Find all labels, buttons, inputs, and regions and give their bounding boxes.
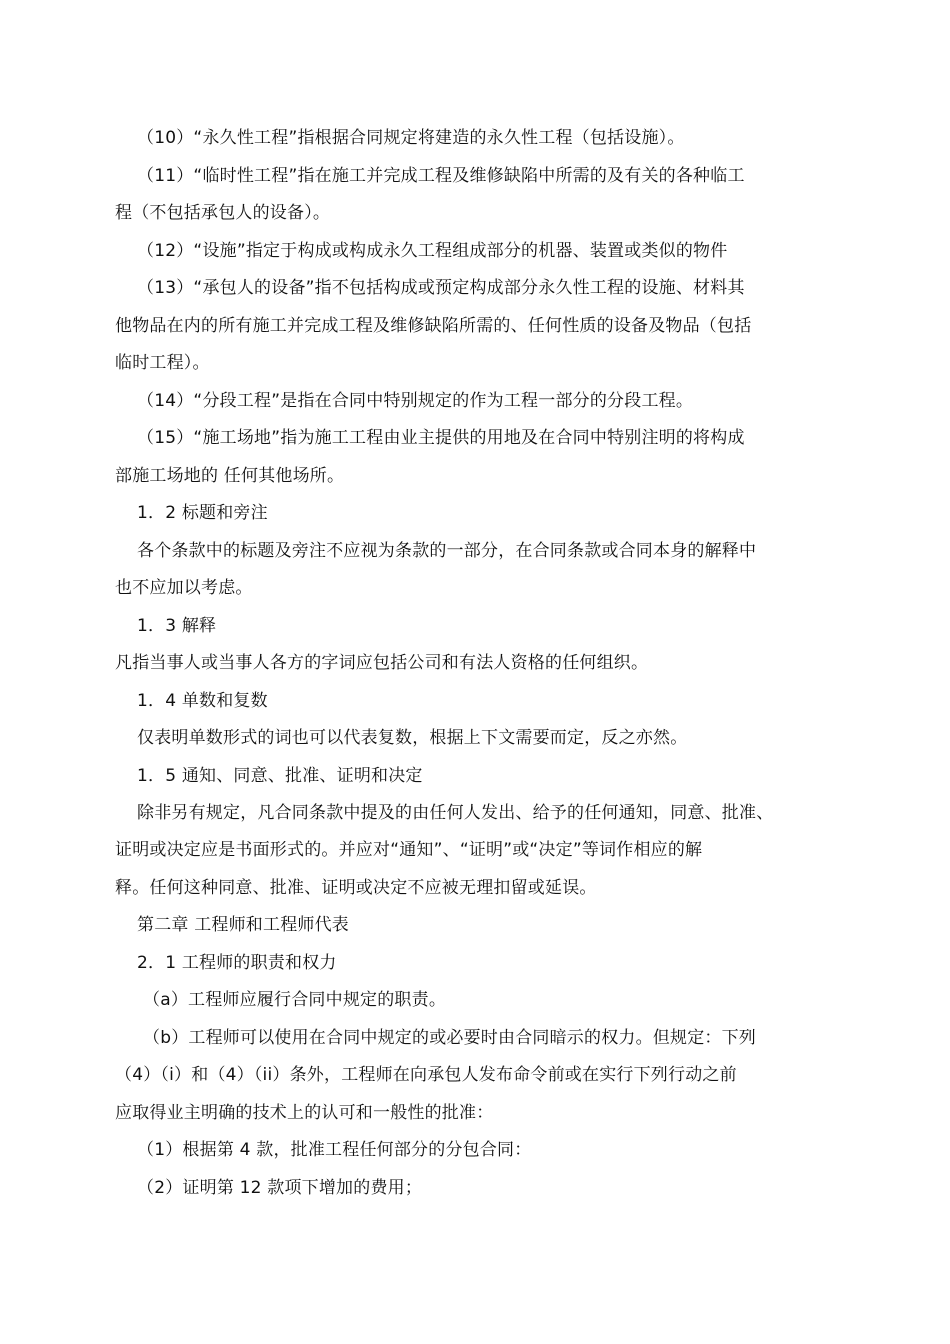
list-item-2: （2）证明第 12 款项下增加的费用； <box>137 1178 423 1198</box>
section-heading-1-5: 1．5 通知、同意、批准、证明和决定 <box>137 766 423 786</box>
section-heading-2-1: 2．1 工程师的职责和权力 <box>137 953 337 973</box>
clause-15-line: （15）“施工场地”指为施工工程由业主提供的用地及在合同中特别注明的将构成 <box>137 428 745 448</box>
section-1-2-body: 各个条款中的标题及旁注不应视为条款的一部分，在合同条款或合同本身的解释中 <box>137 541 757 561</box>
list-item-1: （1）根据第 4 款，批准工程任何部分的分包合同： <box>137 1140 532 1160</box>
clause-13-continuation-1: 他物品在内的所有施工并完成工程及维修缺陷所需的、任何性质的设备及物品（包括 <box>115 316 752 336</box>
clause-10-line: （10）“永久性工程”指根据合同规定将建造的永久性工程（包括设施）。 <box>137 128 685 148</box>
clause-11-continuation: 程（不包括承包人的设备）。 <box>115 203 331 223</box>
chapter-2-heading: 第二章 工程师和工程师代表 <box>137 915 350 935</box>
section-heading-1-4: 1．4 单数和复数 <box>137 691 268 711</box>
clause-11-line: （11）“临时性工程”指在施工并完成工程及维修缺陷中所需的及有关的各种临工 <box>137 166 745 186</box>
clause-13-line: （13）“承包人的设备”指不包括构成或预定构成部分永久性工程的设施、材料其 <box>137 278 745 298</box>
section-1-4-body: 仅表明单数形式的词也可以代表复数，根据上下文需要而定，反之亦然。 <box>137 728 688 748</box>
item-b-continuation-1: （4）（i）和（4）（ii）条外，工程师在向承包人发布命令前或在实行下列行动之前 <box>115 1065 737 1085</box>
section-heading-1-3: 1．3 解释 <box>137 616 217 636</box>
clause-14-line: （14）“分段工程”是指在合同中特别规定的作为工程一部分的分段工程。 <box>137 391 694 411</box>
item-b-line: （b）工程师可以使用在合同中规定的或必要时由合同暗示的权力。但规定：下列 <box>143 1028 756 1048</box>
clause-15-continuation: 部施工场地的 任何其他场所。 <box>115 466 345 486</box>
section-heading-1-2: 1．2 标题和旁注 <box>137 503 268 523</box>
clause-13-continuation-2: 临时工程）。 <box>115 353 210 373</box>
section-1-2-continuation: 也不应加以考虑。 <box>115 578 253 598</box>
section-1-3-body: 凡指当事人或当事人各方的字词应包括公司和有法人资格的任何组织。 <box>115 653 649 673</box>
clause-12-line: （12）“设施”指定于构成或构成永久工程组成部分的机器、装置或类似的物件 <box>137 241 728 261</box>
item-b-continuation-2: 应取得业主明确的技术上的认可和一般性的批准： <box>115 1103 494 1123</box>
item-a-line: （a）工程师应履行合同中规定的职责。 <box>143 990 447 1010</box>
section-1-5-continuation-2: 释。任何这种同意、批准、证明或决定不应被无理扣留或延误。 <box>115 878 597 898</box>
section-1-5-body: 除非另有规定，凡合同条款中提及的由任何人发出、给予的任何通知，同意、批准、 <box>137 803 774 823</box>
section-1-5-continuation-1: 证明或决定应是书面形式的。并应对“通知”、“证明”或“决定”等词作相应的解 <box>115 840 703 860</box>
